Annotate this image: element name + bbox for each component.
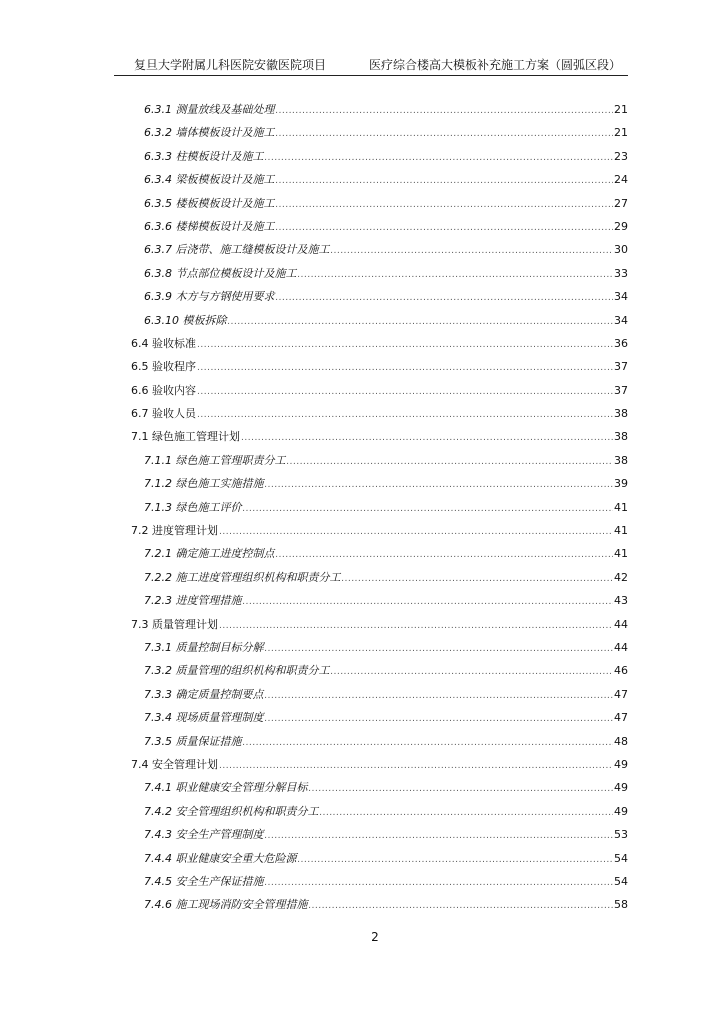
- toc-entry[interactable]: [131, 262, 628, 285]
- toc-entry[interactable]: [131, 168, 628, 191]
- toc-entry-title: 7.3.1 质量控制目标分解: [144, 640, 264, 654]
- toc-leader-dots: [341, 568, 613, 591]
- toc-entry-title: 7.3.2 质量管理的组织机构和职责分工: [144, 664, 330, 678]
- toc-entry-page: 41: [614, 524, 628, 538]
- toc-entry-page: 49: [614, 781, 628, 795]
- toc-leader-dots: [265, 685, 614, 708]
- toc-entry[interactable]: [131, 706, 628, 729]
- toc-entry-title: 7.1.3 绿色施工评价: [144, 500, 242, 514]
- page-number: 2: [371, 930, 379, 944]
- table-of-contents: [131, 98, 628, 917]
- toc-entry-title: 7.4.5 安全生产保证措施: [144, 874, 264, 888]
- toc-entry[interactable]: [131, 309, 628, 332]
- toc-leader-dots: [330, 240, 613, 263]
- toc-entry-page: 23: [614, 149, 628, 163]
- toc-entry-page: 43: [614, 594, 628, 608]
- toc-entry[interactable]: [131, 379, 628, 402]
- toc-entry-page: 21: [614, 126, 628, 140]
- toc-leader-dots: [276, 287, 614, 310]
- toc-entry-title: 6.3.1 测量放线及基础处理: [144, 103, 275, 116]
- toc-leader-dots: [197, 357, 613, 380]
- toc-entry[interactable]: [131, 542, 628, 565]
- toc-entry-title: 7.3.3 确定质量控制要点: [144, 687, 264, 701]
- toc-entry-page: 58: [614, 898, 628, 912]
- toc-leader-dots: [276, 544, 614, 567]
- toc-entry[interactable]: [131, 496, 628, 519]
- toc-leader-dots: [243, 591, 614, 614]
- toc-leader-dots: [298, 849, 614, 872]
- toc-entry-title: 7.4.6 施工现场消防安全管理措施: [144, 898, 308, 912]
- toc-leader-dots: [276, 217, 614, 240]
- toc-leader-dots: [265, 638, 614, 661]
- header-project-name: 复旦大学附属儿科医院安徽医院项目: [134, 58, 327, 72]
- toc-leader-dots: [265, 825, 614, 848]
- toc-entry-title: 6.3.3 柱模板设计及施工: [144, 149, 264, 163]
- toc-entry[interactable]: [131, 215, 628, 238]
- toc-entry-page: 33: [614, 266, 628, 280]
- toc-entry[interactable]: [131, 776, 628, 799]
- toc-entry-page: 48: [614, 734, 628, 748]
- toc-entry[interactable]: [131, 847, 628, 870]
- toc-entry[interactable]: [131, 472, 628, 495]
- toc-entry-title: 6.3.10 模板拆除: [144, 313, 227, 327]
- toc-leader-dots: [265, 872, 614, 895]
- toc-leader-dots: [276, 170, 614, 193]
- toc-entry[interactable]: [131, 449, 628, 472]
- toc-entry-page: 37: [614, 383, 628, 397]
- toc-leader-dots: [276, 194, 614, 217]
- toc-entry-page: 54: [614, 851, 628, 865]
- toc-leader-dots: [219, 755, 613, 778]
- toc-entry-page: 37: [614, 360, 628, 374]
- toc-leader-dots: [241, 427, 613, 450]
- toc-leader-dots: [265, 708, 614, 731]
- toc-entry-page: 42: [614, 570, 628, 584]
- toc-entry[interactable]: [131, 425, 628, 448]
- toc-entry-page: 49: [614, 804, 628, 818]
- toc-entry-page: 38: [614, 453, 628, 467]
- toc-entry[interactable]: [131, 753, 628, 776]
- toc-leader-dots: [265, 147, 614, 170]
- toc-entry-title: 7.1 绿色施工管理计划: [131, 430, 240, 444]
- toc-leader-dots: [265, 474, 614, 497]
- toc-entry-page: 34: [614, 313, 628, 327]
- toc-entry-title: 7.3.4 现场质量管理制度: [144, 711, 264, 725]
- toc-entry-page: 47: [614, 711, 628, 725]
- toc-leader-dots: [319, 802, 613, 825]
- header-document-title: 医疗综合楼高大模板补充施工方案（圆弧区段）: [369, 58, 622, 72]
- toc-entry-title: 7.4.2 安全管理组织机构和职责分工: [144, 804, 319, 818]
- toc-entry-page: 36: [614, 336, 628, 350]
- toc-entry-title: 6.3.9 木方与方钢使用要求: [144, 290, 275, 304]
- toc-entry[interactable]: [131, 121, 628, 144]
- toc-entry-title: 7.3.5 质量保证措施: [144, 734, 242, 748]
- toc-entry-title: 7.4 安全管理计划: [131, 757, 218, 771]
- toc-entry[interactable]: [131, 659, 628, 682]
- toc-entry[interactable]: [131, 519, 628, 542]
- toc-leader-dots: [276, 100, 614, 123]
- toc-leader-dots: [276, 123, 614, 146]
- toc-entry-page: 41: [614, 547, 628, 561]
- toc-leader-dots: [219, 521, 613, 544]
- toc-entry-page: 46: [614, 664, 628, 678]
- toc-entry-title: 7.2 进度管理计划: [131, 524, 218, 538]
- toc-entry-page: 44: [614, 640, 628, 654]
- toc-entry-page: 38: [614, 407, 628, 421]
- toc-entry[interactable]: [131, 823, 628, 846]
- toc-entry-page: 53: [614, 828, 628, 842]
- toc-entry-title: 7.1.1 绿色施工管理职责分工: [144, 453, 286, 467]
- toc-entry-title: 7.4.1 职业健康安全管理分解目标: [144, 781, 308, 795]
- toc-leader-dots: [243, 732, 614, 755]
- toc-entry-page: 38: [614, 430, 628, 444]
- toc-entry-title: 6.3.4 梁板模板设计及施工: [144, 173, 275, 187]
- toc-entry[interactable]: [131, 145, 628, 168]
- toc-entry-title: 7.2.2 施工进度管理组织机构和职责分工: [144, 570, 341, 584]
- toc-entry-page: 49: [614, 757, 628, 771]
- toc-entry-page: 34: [614, 290, 628, 304]
- toc-entry-title: 6.7 验收人员: [131, 407, 196, 421]
- toc-leader-dots: [309, 778, 614, 801]
- toc-entry-page: 47: [614, 687, 628, 701]
- toc-entry-page: 30: [614, 243, 628, 257]
- toc-entry[interactable]: [131, 98, 628, 121]
- toc-entry-page: 29: [614, 219, 628, 233]
- toc-leader-dots: [219, 615, 613, 638]
- toc-entry-title: 7.3 质量管理计划: [131, 617, 218, 631]
- toc-leader-dots: [197, 334, 613, 357]
- toc-entry-title: 7.4.3 安全生产管理制度: [144, 828, 264, 842]
- toc-entry-title: 6.5 验收程序: [131, 360, 196, 374]
- toc-entry-title: 6.3.2 墙体模板设计及施工: [144, 126, 275, 140]
- toc-entry[interactable]: [131, 285, 628, 308]
- toc-entry-title: 6.4 验收标准: [131, 336, 196, 350]
- toc-entry-title: 7.2.1 确定施工进度控制点: [144, 547, 275, 561]
- toc-entry[interactable]: [131, 870, 628, 893]
- toc-leader-dots: [309, 895, 614, 918]
- toc-entry-page: 44: [614, 617, 628, 631]
- toc-entry[interactable]: [131, 566, 628, 589]
- toc-entry-title: 6.6 验收内容: [131, 383, 196, 397]
- toc-entry-page: 27: [614, 196, 628, 210]
- toc-entry-title: 6.3.8 节点部位模板设计及施工: [144, 266, 297, 280]
- toc-entry[interactable]: [131, 730, 628, 753]
- toc-entry[interactable]: [131, 800, 628, 823]
- toc-leader-dots: [197, 404, 613, 427]
- toc-entry-page: 24: [614, 173, 628, 187]
- toc-entry-title: 7.2.3 进度管理措施: [144, 594, 242, 608]
- toc-leader-dots: [330, 661, 613, 684]
- toc-leader-dots: [197, 381, 613, 404]
- toc-leader-dots: [243, 498, 614, 521]
- toc-entry-page: 21: [614, 103, 628, 116]
- toc-entry-title: 6.3.5 楼板模板设计及施工: [144, 196, 275, 210]
- toc-entry-page: 39: [614, 477, 628, 491]
- toc-leader-dots: [298, 264, 614, 287]
- page-header: [114, 55, 628, 76]
- toc-entry[interactable]: [131, 893, 628, 916]
- toc-entry[interactable]: [131, 355, 628, 378]
- toc-entry-title: 7.4.4 职业健康安全重大危险源: [144, 851, 297, 865]
- toc-entry[interactable]: [131, 589, 628, 612]
- toc-entry[interactable]: [131, 238, 628, 261]
- toc-entry[interactable]: [131, 613, 628, 636]
- toc-entry-title: 7.1.2 绿色施工实施措施: [144, 477, 264, 491]
- toc-entry-title: 6.3.6 楼梯模板设计及施工: [144, 219, 275, 233]
- toc-entry[interactable]: [131, 332, 628, 355]
- toc-entry[interactable]: [131, 636, 628, 659]
- toc-leader-dots: [227, 311, 613, 334]
- toc-entry-page: 54: [614, 874, 628, 888]
- toc-entry[interactable]: [131, 402, 628, 425]
- toc-entry-page: 41: [614, 500, 628, 514]
- toc-entry[interactable]: [131, 192, 628, 215]
- toc-entry-title: 6.3.7 后浇带、施工缝模板设计及施工: [144, 243, 330, 257]
- toc-leader-dots: [287, 451, 614, 474]
- toc-entry[interactable]: [131, 683, 628, 706]
